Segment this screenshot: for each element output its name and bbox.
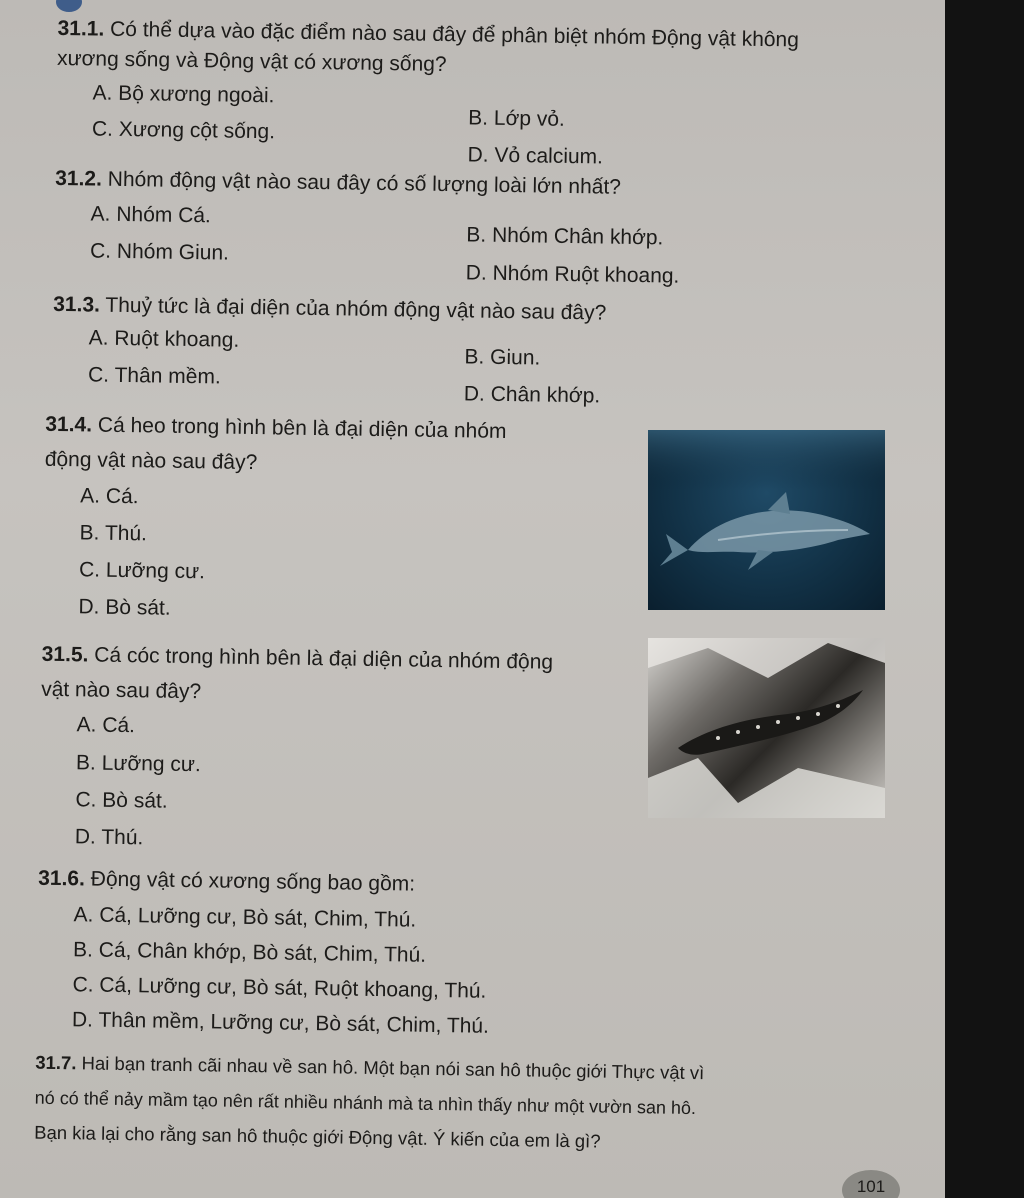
question-text: Cá heo trong hình bên là đại diện của nhóm xyxy=(97,413,507,444)
option-b: B. Cá, Chân khớp, Bò sát, Chim, Thú. xyxy=(72,938,427,967)
option-a: A. Cá, Lưỡng cư, Bò sát, Chim, Thú. xyxy=(73,903,417,932)
option-d: D. Thân mềm, Lưỡng cư, Bò sát, Chim, Thú. xyxy=(71,1008,490,1038)
option-d: D. Bò sát. xyxy=(78,595,171,620)
question-31-4-line2: động vật nào sau đây? xyxy=(44,447,258,475)
option-c: C. Thân mềm. xyxy=(87,363,221,389)
option-c: C. Xương cột sống. xyxy=(91,117,276,144)
question-text: Có thể dựa vào đặc điểm nào sau đây để phân biệt nhóm Động vật không xyxy=(109,17,800,52)
question-number: 31.4. xyxy=(45,412,93,437)
option-c: C. Bò sát. xyxy=(75,788,168,813)
question-number: 31.2. xyxy=(55,166,103,191)
dolphin-icon xyxy=(648,430,885,610)
option-d: D. Nhóm Ruột khoang. xyxy=(465,261,680,288)
option-d: D. Chân khớp. xyxy=(463,382,601,408)
question-number: 31.1. xyxy=(57,16,105,41)
question-number: 31.3. xyxy=(53,292,101,317)
dolphin-photo xyxy=(648,430,885,610)
question-text: Hai bạn tranh cãi nhau về san hô. Một bạn nói san hô thuộc giới Thực vật vì xyxy=(81,1052,705,1084)
question-31-5-line1 xyxy=(42,641,554,677)
question-number: 31.7. xyxy=(35,1051,77,1074)
option-c: C. Cá, Lưỡng cư, Bò sát, Ruột khoang, Thú. xyxy=(72,973,487,1003)
question-31-5-line2: vật nào sau đây? xyxy=(40,677,202,704)
page-number: 101 xyxy=(842,1170,900,1198)
salamander-photo xyxy=(648,638,885,818)
option-b: B. Nhóm Chân khớp. xyxy=(466,223,664,250)
option-d: D. Vỏ calcium. xyxy=(467,143,604,169)
option-a: A. Cá. xyxy=(76,713,136,738)
background-strip xyxy=(945,0,1024,1198)
option-c: C. Nhóm Giun. xyxy=(89,239,230,265)
option-b: B. Giun. xyxy=(464,345,541,370)
option-b: B. Lưỡng cư. xyxy=(75,751,201,777)
question-number: 31.6. xyxy=(38,866,86,891)
question-31-4-line1 xyxy=(45,411,507,446)
question-31-3 xyxy=(53,291,606,328)
question-31-7-line2: nó có thể nảy mầm tạo nên rất nhiều nhánh mà ta nhìn thấy như một vườn san hô. xyxy=(34,1087,697,1119)
question-31-1-line2: xương sống và Động vật có xương sống? xyxy=(56,46,447,77)
question-text: Cá cóc trong hình bên là đại diện của nhóm động xyxy=(94,643,554,674)
option-b: B. Lớp vỏ. xyxy=(468,106,566,131)
option-c: C. Lưỡng cư. xyxy=(78,558,206,584)
option-a: A. Nhóm Cá. xyxy=(90,202,212,228)
question-text: Nhóm động vật nào sau đây có số lượng loài lớn nhất? xyxy=(107,167,622,199)
option-b: B. Thú. xyxy=(79,521,148,546)
question-31-7-line3: Bạn kia lại cho rằng san hô thuộc giới Động vật. Ý kiến của em là gì? xyxy=(34,1121,601,1152)
question-number: 31.5. xyxy=(41,642,89,667)
question-text: Thuỷ tức là đại diện của nhóm động vật nào sau đây? xyxy=(105,293,607,325)
option-a: A. Cá. xyxy=(80,484,139,509)
option-a: A. Bộ xương ngoài. xyxy=(92,81,275,108)
option-d: D. Thú. xyxy=(74,825,144,850)
salamander-icon xyxy=(648,638,885,818)
question-text: Động vật có xương sống bao gồm: xyxy=(90,867,416,896)
question-31-7-line1 xyxy=(35,1049,704,1088)
question-31-6 xyxy=(38,865,415,899)
option-a: A. Ruột khoang. xyxy=(88,326,240,352)
